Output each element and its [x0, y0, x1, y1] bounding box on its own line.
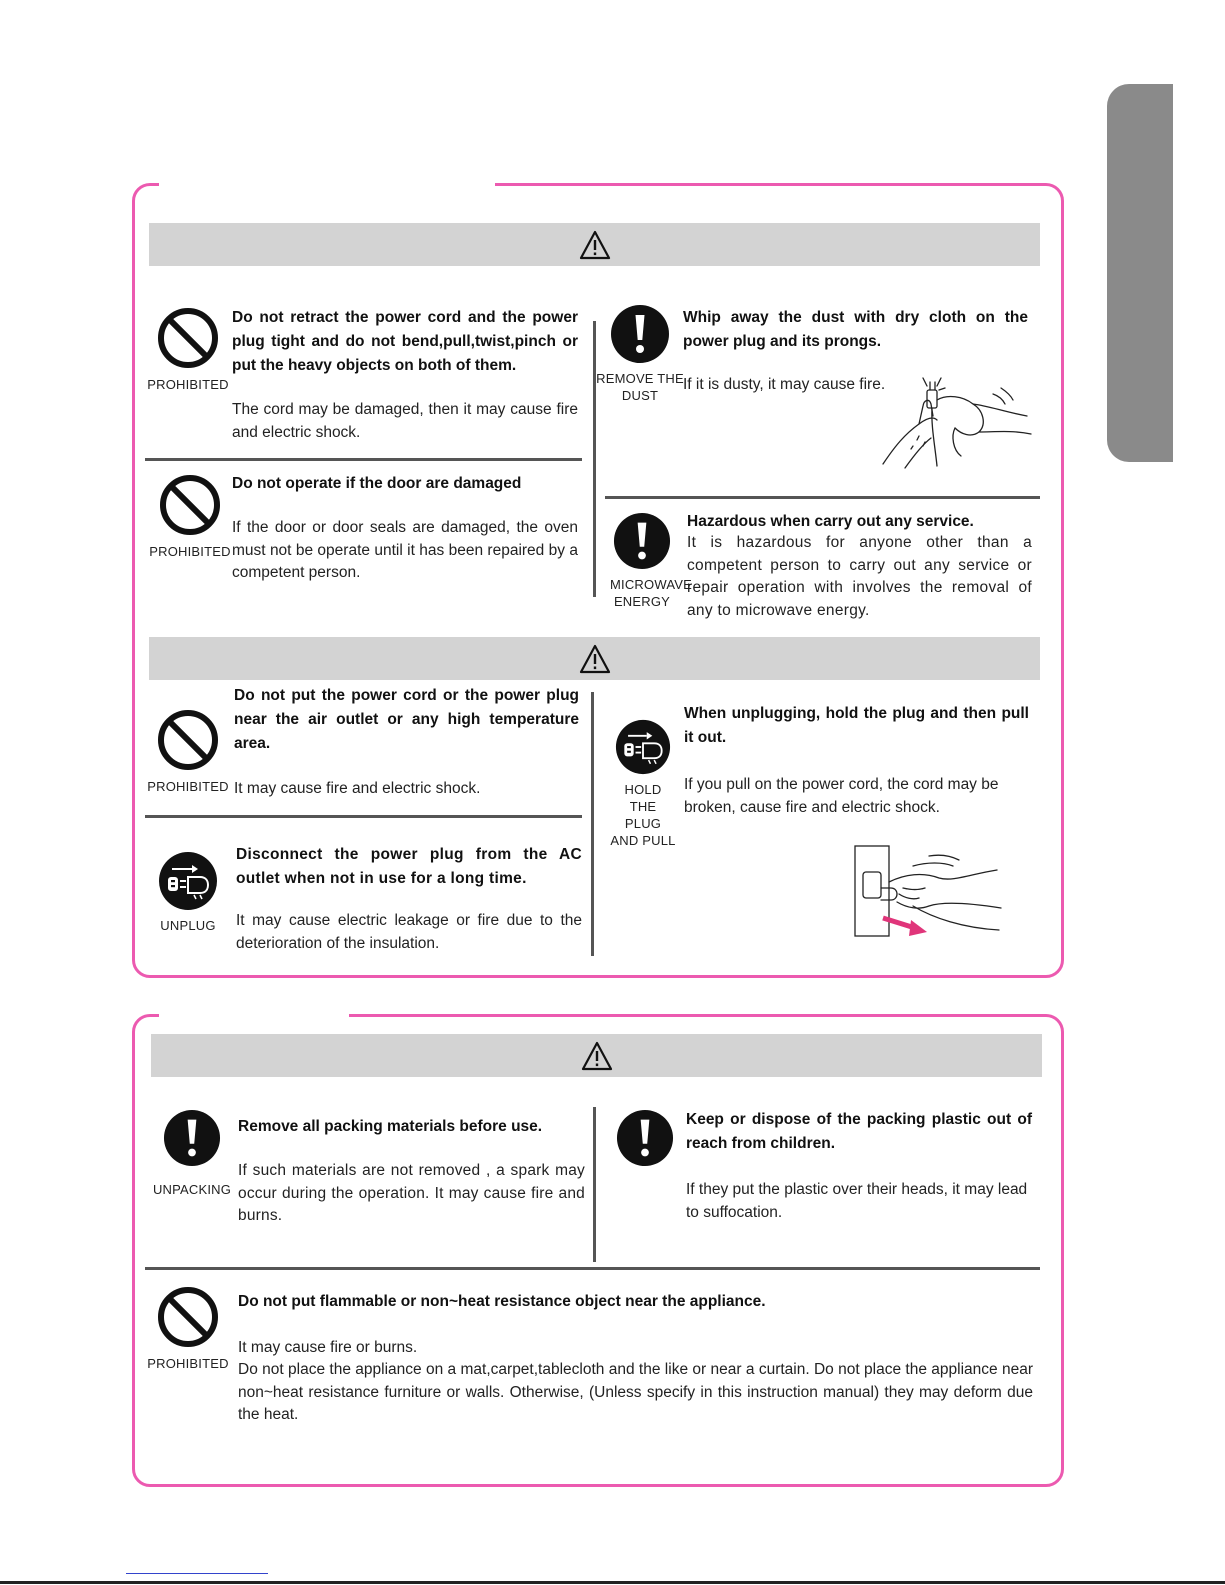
unplug-icon: [158, 851, 218, 911]
icon-label: PROHIBITED: [149, 544, 231, 559]
unplug-icon-box: [598, 719, 688, 849]
icon-label: UNPACKING: [152, 1182, 232, 1197]
prohibited-icon-box: [143, 306, 233, 393]
item-body: It is hazardous for anyone other than a competent person to carry out any service or repair operation with involves the removal of any to microwave energy.: [687, 534, 1032, 619]
icon-label: PROHIBITED: [147, 779, 229, 794]
exclamation-icon-box: [597, 512, 692, 610]
column-divider: [591, 692, 594, 956]
icon-label: HOLD THE PLUG AND PULL: [610, 782, 676, 848]
item-body: The cord may be damaged, then it may cause fire and electric shock.: [232, 401, 578, 441]
warning-bar: [149, 637, 1040, 680]
item-body: If such materials are not removed , a spark may occur during the operation. It may cause fire and burns.: [238, 1162, 585, 1224]
item-body: If they put the plastic over their heads, it may lead to suffocation.: [686, 1181, 1028, 1221]
icon-label: REMOVE THE DUST: [596, 371, 684, 403]
item-body: It may cause fire or burns.: [238, 1339, 418, 1356]
item-heading: Whip away the dust with dry cloth on the power plug and its prongs.: [683, 309, 1028, 350]
exclamation-icon-box: [600, 1109, 690, 1167]
row-divider: [145, 815, 582, 818]
wiping-plug-illustration: [875, 376, 1035, 471]
prohibited-icon: [156, 708, 220, 772]
item-body: Do not place the appliance on a mat,carpet,tablecloth and the like or near a curtain. Do not place the appliance near non~heat resistance furniture or walls. Otherwise, (Unless specify in this instruction manual) they may deform due the heat.: [238, 1361, 1033, 1423]
exclamation-icon: [610, 304, 670, 364]
item-heading: Keep or dispose of the packing plastic out of reach from children.: [686, 1111, 1032, 1152]
item-heading: Do not operate if the door are damaged: [232, 475, 522, 492]
exclamation-icon-box: [595, 304, 685, 404]
panel-title-gap: [159, 1013, 349, 1019]
exclamation-icon: [163, 1109, 221, 1167]
prohibited-icon: [156, 1285, 220, 1349]
page-bottom-rule: [0, 1581, 1225, 1584]
item-body: If it is dusty, it may cause fire.: [683, 376, 886, 393]
row-divider: [145, 1267, 1040, 1270]
column-divider: [593, 1107, 596, 1262]
panel-title-gap: [159, 182, 495, 188]
exclamation-icon: [616, 1109, 674, 1167]
icon-label: PROHIBITED: [147, 1356, 229, 1371]
warning-panel-installation: [132, 1014, 1064, 1487]
warning-triangle-icon: [579, 644, 611, 674]
unplug-icon-box: [143, 851, 233, 934]
item-heading: Hazardous when carry out any service.: [687, 513, 974, 530]
unplugging-illustration: [853, 844, 1003, 944]
footer-link-underline: [126, 1573, 268, 1574]
item-body: It may cause electric leakage or fire due to the deterioration of the insulation.: [236, 912, 582, 952]
section-side-tab: [1107, 84, 1173, 462]
warning-triangle-icon: [579, 230, 611, 260]
exclamation-icon-box: [147, 1109, 237, 1198]
prohibited-icon: [156, 306, 220, 370]
warning-bar: [151, 1034, 1042, 1077]
row-divider: [605, 496, 1040, 499]
row-divider: [145, 458, 582, 461]
prohibited-icon: [158, 473, 222, 537]
prohibited-icon-box: [143, 1285, 233, 1372]
item-body: If you pull on the power cord, the cord may be broken, cause fire and electric shock.: [684, 776, 999, 816]
prohibited-icon-box: [143, 708, 233, 795]
item-heading: When unplugging, hold the plug and then pull it out.: [684, 705, 1029, 746]
exclamation-icon: [613, 512, 671, 570]
item-heading: Disconnect the power plug from the AC outlet when not in use for a long time.: [236, 846, 582, 887]
unplug-icon: [615, 719, 671, 775]
icon-label: UNPLUG: [160, 918, 216, 933]
item-body: It may cause fire and electric shock.: [234, 780, 481, 797]
item-body: If the door or door seals are damaged, the oven must not be operate until it has been repaired by a competent person.: [232, 519, 578, 581]
warning-bar: [149, 223, 1040, 266]
item-heading: Do not put the power cord or the power plug near the air outlet or any high temperature area.: [234, 687, 579, 752]
item-heading: Do not put flammable or non~heat resistance object near the appliance.: [238, 1293, 766, 1310]
icon-label: PROHIBITED: [147, 377, 229, 392]
prohibited-icon-box: [145, 473, 235, 560]
item-heading: Remove all packing materials before use.: [238, 1118, 543, 1135]
item-heading: Do not retract the power cord and the power plug tight and do not bend,pull,twist,pinch or put the heavy objects on both of them.: [232, 309, 578, 374]
icon-label: MICROWAVE ENERGY: [610, 577, 692, 609]
warning-triangle-icon: [581, 1041, 613, 1071]
warning-panel-power: [132, 183, 1064, 978]
